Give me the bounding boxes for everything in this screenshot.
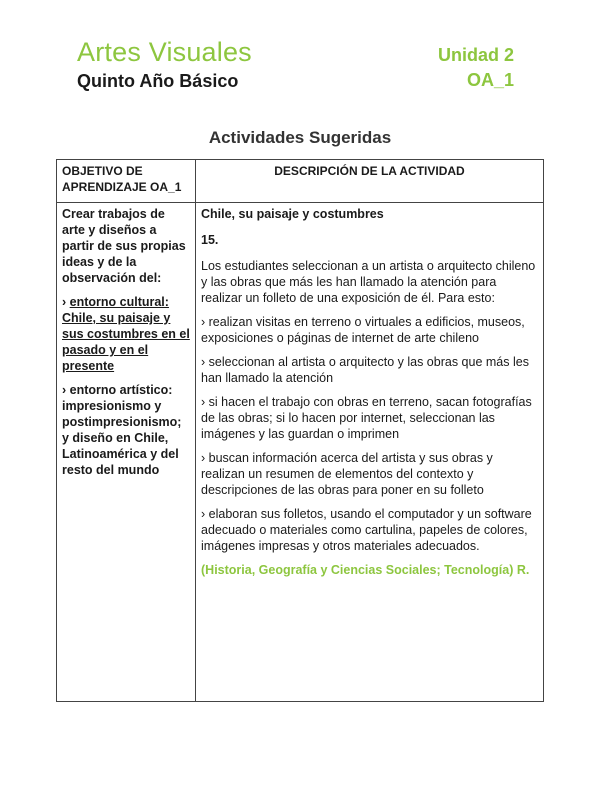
section-title: Actividades Sugeridas	[208, 128, 392, 147]
objective-item-cultural-text: entorno cultural: Chile, su paisaje y sus costumbres en el pasado y en el presente	[62, 295, 190, 373]
grade-title: Quinto Año Básico	[77, 71, 239, 91]
activity-number: 15.	[201, 233, 219, 247]
objective-item-artistic: › entorno artístico: impresionismo y postimpresionismo; y diseño en Chile, Latinoamérica y del resto del mundo	[62, 383, 182, 477]
activities-table	[56, 159, 544, 702]
unit-label: Unidad 2	[437, 45, 514, 65]
oa-label: OA_1	[466, 70, 514, 90]
activity-step: › si hacen el trabajo con obras en terreno, sacan fotografías de las obras; si lo hacen por internet, seleccionan las imágenes y las guardan o imprimen	[201, 395, 532, 441]
objective-cell	[57, 203, 196, 702]
table-body-row	[57, 203, 544, 702]
subject-title: Artes Visuales	[77, 37, 252, 67]
objective-intro: Crear trabajos de arte y diseños a partir de sus propias ideas y de la observación del:	[62, 207, 186, 285]
activity-step: › buscan información acerca del artista y sus obras y realizan un resumen de elementos del contexto y descripciones de las obras para poner en su folleto	[201, 451, 493, 497]
activity-intro: Los estudiantes seleccionan a un artista o arquitecto chileno y las obras que más les han llamado la atención para realizar un folleto de una exposición de él. Para esto:	[201, 259, 536, 305]
activity-step: › elaboran sus folletos, usando el computador y un software adecuado o materiales como cartulina, papeles de colores, imágenes impresas y otros materiales adecuados.	[201, 507, 532, 553]
activity-step: › realizan visitas en terreno o virtuales a edificios, museos, exposiciones o páginas de internet de arte chileno	[201, 315, 525, 345]
activity-subject-links: (Historia, Geografía y Ciencias Sociales; Tecnología) R.	[201, 563, 530, 577]
description-header: DESCRIPCIÓN DE LA ACTIVIDAD	[196, 160, 544, 203]
page-header-left	[77, 36, 252, 92]
objective-header: OBJETIVO DE APRENDIZAJE OA_1	[57, 160, 196, 203]
page-header-right	[438, 44, 514, 91]
objective-item-cultural	[62, 294, 190, 374]
objective-item-bullet: ›	[62, 295, 70, 309]
activity-step: › seleccionan al artista o arquitecto y las obras que más les han llamado la atención	[201, 355, 529, 385]
activity-title: Chile, su paisaje y costumbres	[201, 207, 384, 221]
activity-cell	[196, 203, 544, 702]
table-header-row	[57, 160, 544, 203]
